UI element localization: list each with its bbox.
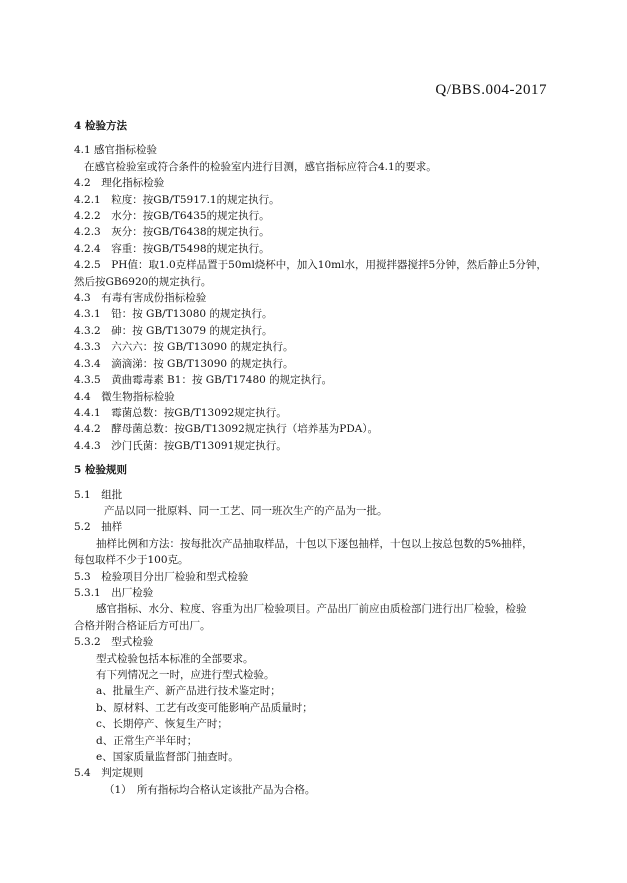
clause-5-1: 5.1 组批: [74, 488, 123, 501]
clause-4-2-2: 4.2.2 水分：按GB/T6435的规定执行。: [74, 210, 270, 223]
clause-5-2: 5.2 抽样: [74, 521, 123, 534]
clause-4-2: 4.2 理化指标检验: [74, 177, 165, 190]
clause-4-4-1: 4.4.1 霉菌总数：按GB/T13092规定执行。: [74, 406, 287, 419]
clause-5-2-text: 抽样比例和方法：按每批次产品抽取样品，十包以下逐包抽样，十包以上按总包数的5%抽样，: [96, 537, 533, 550]
clause-4-4-3: 4.4.3 沙门氏菌：按GB/T13091规定执行。: [74, 439, 287, 452]
document-body: [74, 118, 554, 798]
clause-4-3-1: 4.3.1 铅：按 GB/T13080 的规定执行。: [74, 308, 273, 321]
clause-5-3-1: 5.3.1 出厂检验: [74, 586, 154, 599]
clause-5-3-2-text: 型式检验包括本标准的全部要求。: [96, 652, 254, 665]
clause-4-3-3: 4.3.3 六六六：按 GB/T13090 的规定执行。: [74, 341, 294, 354]
list-item-c: c、长期停产、恢复生产时；: [96, 718, 228, 731]
list-item-a: a、批量生产、新产品进行技术鉴定时；: [96, 685, 281, 698]
clause-4-4: 4.4 微生物指标检验: [74, 390, 175, 403]
clause-4-3-4: 4.3.4 滴滴涕：按 GB/T13090 的规定执行。: [74, 357, 294, 370]
clause-4-2-4: 4.2.4 容重：按GB/T5498的规定执行。: [74, 242, 270, 255]
clause-5-4-1: （1） 所有指标均合格认定该批产品为合格。: [104, 783, 316, 796]
clause-4-2-1: 4.2.1 粒度：按GB/T5917.1的规定执行。: [74, 193, 280, 206]
document-number: Q/BBS.004-2017: [435, 82, 547, 98]
clause-5-3-2-intro: 有下列情况之一时，应进行型式检验。: [96, 669, 275, 681]
clause-5-3-2: 5.3.2 型式检验: [74, 636, 154, 649]
clause-5-2-text-cont: 每包取样不少于100克。: [74, 554, 189, 567]
section-4-heading: 4 检验方法: [74, 120, 127, 132]
clause-4-3-5: 4.3.5 黄曲霉毒素 B1：按 GB/T17480 的规定执行。: [74, 374, 333, 387]
clause-4-3: 4.3 有毒有害成份指标检验: [74, 292, 207, 305]
clause-4-2-3: 4.2.3 灰分：按GB/T6438的规定执行。: [74, 226, 270, 239]
clause-5-3: 5.3 检验项目分出厂检验和型式检验: [74, 570, 249, 583]
clause-5-1-text: 产品以同一批原料、同一工艺、同一班次生产的产品为一批。: [104, 504, 388, 517]
list-item-b: b、原材料、工艺有改变可能影响产品质量时；: [96, 701, 313, 714]
clause-4-4-2: 4.4.2 酵母菌总数：按GB/T13092规定执行（培养基为PDA）。: [74, 423, 379, 436]
clause-5-3-1-text: 感官指标、水分、粒度、容重为出厂检验项目。产品出厂前应由质检部门进行出厂检验，检验: [96, 603, 527, 616]
list-item-d: d、正常生产半年时；: [96, 734, 198, 747]
clause-4-3-2: 4.3.2 砷：按 GB/T13079 的规定执行。: [74, 324, 273, 337]
list-item-e: e、国家质量监督部门抽查时。: [96, 751, 239, 764]
clause-5-3-1-text-cont: 合格并附合格证后方可出厂。: [74, 619, 211, 632]
clause-4-1-text: 在感官检验室或符合条件的检验室内进行目测，感官指标应符合4.1的要求。: [84, 160, 437, 173]
clause-4-2-5-cont: 然后按GB6920的规定执行。: [74, 275, 212, 288]
clause-4-1: 4.1 感官指标检验: [74, 144, 158, 157]
clause-5-4: 5.4 判定规则: [74, 767, 144, 780]
clause-4-2-5: 4.2.5 PH值：取1.0克样品置于50ml烧杯中，加入10ml水，用搅拌器搅拌5分钟，然后静止5分钟，: [74, 259, 547, 272]
section-5-heading: 5 检验规则: [74, 464, 127, 477]
